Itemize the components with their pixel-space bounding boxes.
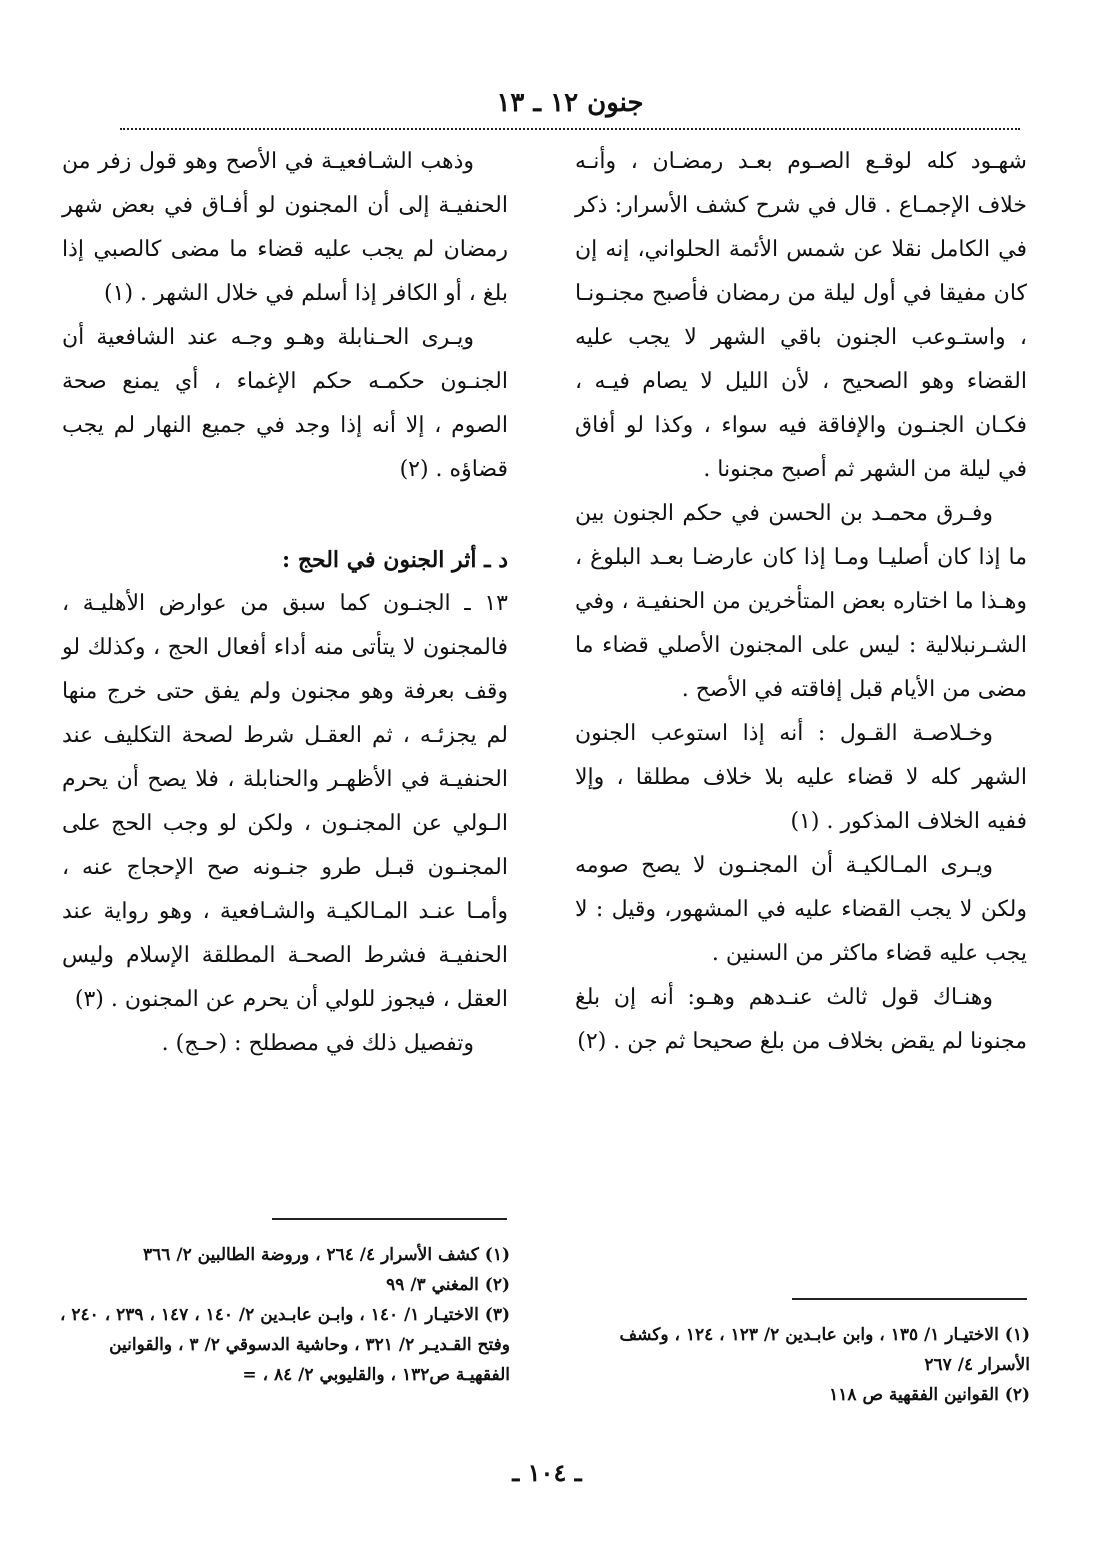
footnote-left-3: (٣) الاختيـار ١/ ١٤٠ ، وابـن عابـدين ٢/ ١٤٠ ، ١٤٧ ، ٢٣٩ ، ٢٤٠ ، وفتح القـديـر ٢/ ٣٢١ ، وحاشية الدسوقي ٢/ ٣ ، والقوانين الفقهيـة ص١٣٢ ، والقليوبي ٢/ ٨٤ ، = xyxy=(60,1305,510,1385)
right-paragraph-3: وخـلاصـة القـول : أنه إذا استوعب الجنون الشهر كله لا قضاء عليه بلا خلاف مطلقا ، وإلا ففيه الخلاف المذكور . (١) xyxy=(575,721,1027,834)
footnotes-right xyxy=(575,1320,1030,1410)
footnote-right-2: (٢) القوانين الفقهية ص ١١٨ xyxy=(829,1385,1030,1405)
header-dotted-rule xyxy=(120,128,1020,130)
footnote-rule-left xyxy=(272,1218,507,1220)
footnote-left-1: (١) كشف الأسرار ٤/ ٢٦٤ ، وروضة الطالبين ٢/ ٣٦٦ xyxy=(143,1245,510,1265)
right-paragraph-5: وهنـاك قول ثالث عنـدهم وهـو: أنه إن بلغ مجنونا لم يقض بخلاف من بلغ صحيحا ثم جن . (٢) xyxy=(575,985,1027,1054)
left-column xyxy=(62,140,508,1066)
footnote-left-2: (٢) المغني ٣/ ٩٩ xyxy=(386,1275,510,1295)
page-number: ـ ١٠٤ ـ xyxy=(512,1458,582,1487)
right-paragraph-1: شهـود كله لوقـع الصـوم بعـد رمضـان ، وأنـه خلاف الإجمـاع . قال في شرح كشف الأسرار: ذكر في الكامل نقلا عن شمس الأئمة الحلواني، إنه إن كان مفيقا في أول ليلة من رمضان فأصبح مجنـونـا ، واستـوعب الجنون باقي الشهر لا يجب عليه القضاء وهو الصحيح ، لأن الليل لا يصام فيـه ، فكـان الجنـون والإفاقة فيه سواء ، وكذا لو أفاق في ليلة من الشهر ثم أصبح مجنونا . xyxy=(575,149,1027,482)
footnotes-left xyxy=(55,1240,510,1390)
section-gap xyxy=(62,492,508,538)
left-paragraph-4: وتفصيل ذلك في مصطلح : (حـج) . xyxy=(161,1031,474,1056)
right-paragraph-2: وفـرق محمـد بن الحسن في حكم الجنون بين ما إذا كان أصليـا ومـا إذا كان عارضـا بعـد البلوغ ، وهـذا ما اختاره بعض المتأخرين من الحنفيـة ، وفي الشـرنبلالية : ليس على المجنون الأصلي قضاء ما مضى من الأيام قبل إفاقته في الأصح . xyxy=(575,501,1027,702)
right-column xyxy=(575,140,1027,1064)
left-paragraph-2: ويـرى الحـنابلة وهـو وجـه عند الشافعية أن الجنـون حكمـه حكم الإغماء ، أي يمنع صحة الصوم ، إلا أنه إذا وجد في جميع النهار لم يجب قضاؤه . (٢) xyxy=(62,325,508,482)
running-header: جنون ١٢ ـ ١٣ xyxy=(496,88,644,118)
footnote-right-1: (١) الاختيـار ١/ ١٣٥ ، وابن عابـدين ٢/ ١٢٣ ، ١٢٤ ، وكشف الأسرار ٤/ ٢٦٧ xyxy=(619,1325,1030,1375)
left-paragraph-3: ١٣ ـ الجنـون كما سبق من عوارض الأهليـة ، فالمجنون لا يتأتى منه أداء أفعال الحج ، وكذلك لو وقف بعرفة وهو مجنون ولم يفق حتى خرج منها لم يجزئـه ، ثم العقـل شرط لصحة التكليف عند الحنفيـة في الأظهـر والحنابلة ، فلا يصح أن يحرم الـولي عن المجنـون ، ولكن لو وجب الحج على المجنـون قبـل طرو جنـونه صح الإحجاج عنه ، وأمـا عنـد المـالكيـة والشـافعية ، وهو رواية عند الحنفيـة فشرط الصحـة المطلقة الإسلام وليس العقل ، فيجوز للولي أن يحرم عن المجنون . (٣) xyxy=(62,591,508,1012)
left-paragraph-1: وذهب الشـافعيـة في الأصح وهو قول زفر من الحنفيـة إلى أن المجنون لو أفـاق في بعض شهر رمضان لم يجب عليه قضاء ما مضى كالصبي إذا بلغ ، أو الكافر إذا أسلم في خلال الشهر . (١) xyxy=(62,149,508,306)
section-heading: د ـ أثر الجنون في الحج : xyxy=(282,547,508,573)
footnote-rule-right xyxy=(792,1298,1027,1300)
right-paragraph-4: ويـرى المـالكيـة أن المجنـون لا يصح صومه ولكن لا يجب القضاء عليه في المشهور، وقيل : لا يجب عليه قضاء ماكثر من السنين . xyxy=(575,853,1027,966)
